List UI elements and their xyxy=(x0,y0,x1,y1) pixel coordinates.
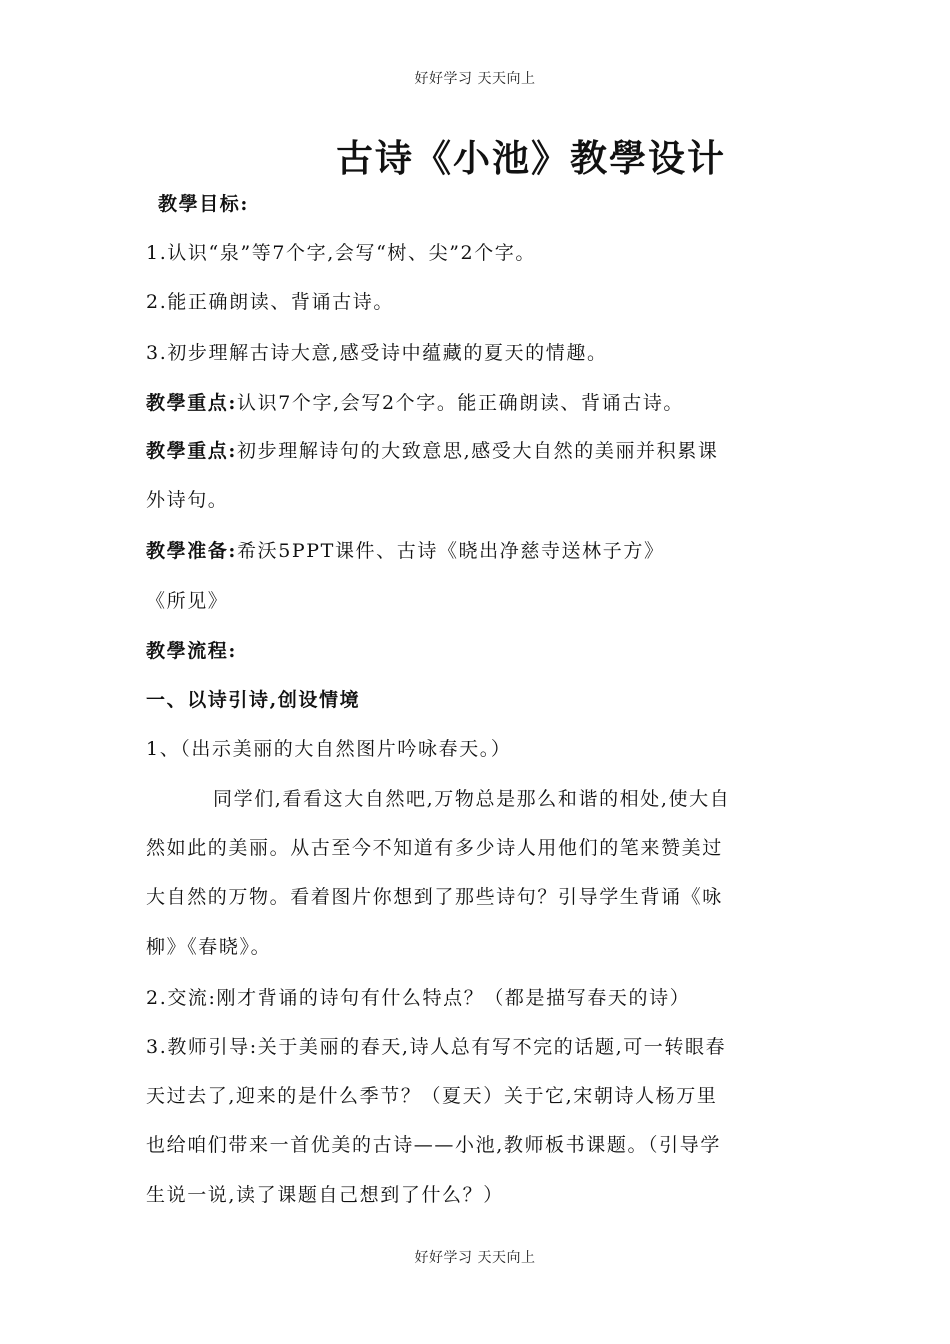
paragraph-1-line-2: 然如此的美丽。从古至今不知道有多少诗人用他们的笔来赞美过 xyxy=(146,837,723,859)
step-2: 2.交流:刚才背诵的诗句有什么特点？（都是描写春天的诗） xyxy=(146,987,691,1009)
preparation-label: 教學准备: xyxy=(146,540,238,562)
step-1: 1、（出示美丽的大自然图片吟咏春天。） xyxy=(146,738,512,760)
objective-item-2: 2.能正确朗读、背诵古诗。 xyxy=(146,291,394,313)
document-title: 古诗《小池》教學设计 xyxy=(336,136,726,180)
section-heading-1: 一、以诗引诗,创设情境 xyxy=(146,689,361,711)
paragraph-1-line-4: 柳》《春晓》。 xyxy=(146,936,272,958)
difficulty-line xyxy=(146,439,786,463)
key-points-label: 教學重点: xyxy=(146,392,238,414)
preparation-text-continued: 《所见》 xyxy=(146,590,229,612)
objectives-heading: 教學目标: xyxy=(158,193,250,215)
process-heading: 教學流程: xyxy=(146,640,238,662)
step-3-line-1: 3.教师引导:关于美丽的春天,诗人总有写不完的话题,可一转眼春 xyxy=(146,1036,727,1058)
difficulty-text-continued: 外诗句。 xyxy=(146,489,229,511)
step-3-line-4: 生说一说,读了课题自己想到了什么？） xyxy=(146,1184,504,1206)
difficulty-label: 教學重点: xyxy=(146,440,238,462)
objective-item-1: 1.认识“泉”等7个字,会写“树、尖”2个字。 xyxy=(146,242,536,264)
key-points-text: 认识7个字,会写2个字。能正确朗读、背诵古诗。 xyxy=(237,392,685,414)
page-header: 好好学习 天天向上 xyxy=(414,71,536,87)
page-footer: 好好学习 天天向上 xyxy=(414,1250,536,1266)
difficulty-text: 初步理解诗句的大致意思,感受大自然的美丽并积累课 xyxy=(237,440,719,462)
preparation-text: 希沃5PPT课件、古诗《晓出净慈寺送林子方》 xyxy=(237,540,665,562)
paragraph-1-line-1: 同学们,看看这大自然吧,万物总是那么和谐的相处,使大自 xyxy=(213,788,731,810)
key-points-line xyxy=(146,391,786,415)
objective-item-3: 3.初步理解古诗大意,感受诗中蕴藏的夏天的情趣。 xyxy=(146,342,608,364)
preparation-line xyxy=(146,539,786,563)
paragraph-1-line-3: 大自然的万物。看着图片你想到了那些诗句？引导学生背诵《咏 xyxy=(146,886,723,908)
step-3-line-2: 天过去了,迎来的是什么季节？（夏天）关于它,宋朝诗人杨万里 xyxy=(146,1085,718,1107)
step-3-line-3: 也给咱们带来一首优美的古诗——小池,教师板书课题。（引导学 xyxy=(146,1134,721,1156)
